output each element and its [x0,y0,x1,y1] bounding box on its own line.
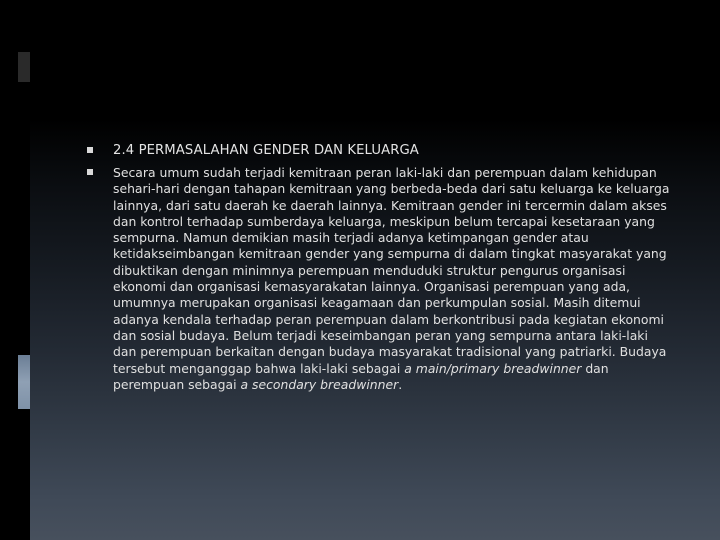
slide-canvas [30,0,720,540]
square-bullet-icon [87,169,93,175]
left-edge-strip [0,0,30,540]
bullet-item-heading [87,143,672,159]
side-accent-marker [18,355,30,409]
paragraph-text [113,165,672,393]
square-bullet-icon [87,147,93,153]
paragraph-segment: . [398,376,403,392]
section-heading: 2.4 PERMASALAHAN GENDER DAN KELUARGA [113,143,419,158]
top-accent-marker [18,52,30,82]
paragraph-segment-italic: a main/primary breadwinner [404,360,582,376]
paragraph-segment: dan perempuan sebagai [113,360,609,392]
paragraph-segment-italic: a secondary breadwinner [240,376,399,392]
bullet-item-paragraph [87,165,672,393]
paragraph-segment: Secara umum sudah terjadi kemitraan peran laki-laki dan perempuan dalam kehidupan sehari-hari dengan tahapan kemitraan yang berbeda-beda dari satu keluarga ke keluarga lainnya, dari satu daerah ke daerah lainnya. Kemitraan gender ini tercermin dalam akses dan kontrol terhadap sumberdaya keluarga, meskipun belum tercapai kesetaraan yang sempurna. Namun demikian masih terjadi adanya ketimpangan gender atau ketidakseimbangan kemitraan gender yang sempurna di dalam tingkat masyarakat yang dibuktikan dengan minimnya perempuan menduduki struktur pengurus organisasi ekonomi dan organisasi kemasyarakatan lainnya. Organisasi perempuan yang ada, umumnya merupakan organisasi keagamaan dan perkumpulan sosial. Masih ditemui adanya kendala terhadap peran perempuan dalam berkontribusi pada kegiatan ekonomi dan sosial budaya. Belum terjadi keseimbangan peran yang sempurna antara laki-laki dan perempuan berkaitan dengan budaya masyarakat tradisional yang patriarki. Budaya tersebut menganggap bahwa laki-laki sebagai [113,165,670,376]
slide-content [87,143,672,393]
